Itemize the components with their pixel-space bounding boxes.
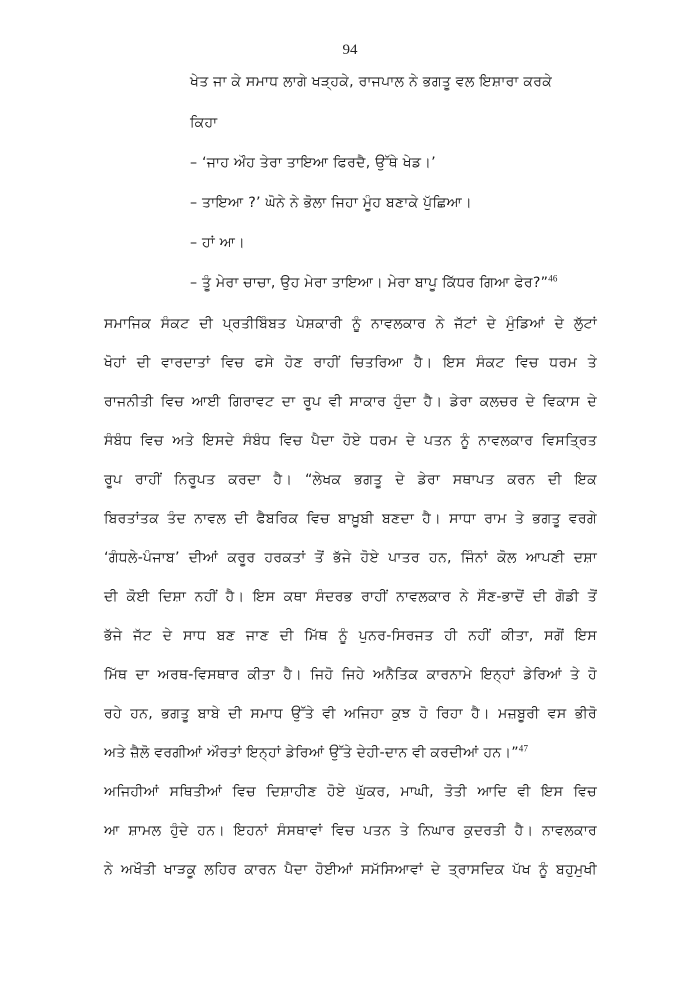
body-line: ਮਿੱਥ ਦਾ ਅਰਥ-ਵਿਸਥਾਰ ਕੀਤਾ ਹੈ। ਜਿਹੋ ਜਿਹੇ ਅਨੈਤਿਕ ਕਾਰਨਾਮੇ ਇਨ੍ਹਾਂ ਡੇਰਿਆਂ ਤੇ ਹੋ [104, 667, 597, 683]
body-line: ਬਿਰਤਾਂਤਕ ਤੰਦ ਨਾਵਲ ਦੀ ਫੈਬਰਿਕ ਵਿਚ ਬਾਖ਼ੂਬੀ ਬਣਦਾ ਹੈ। ਸਾਧਾ ਰਾਮ ਤੇ ਭਗਤੂ ਵਰਗੇ [104, 511, 597, 527]
dialogue-line: – ਤਾਇਆ ?’ ਘੋਨੇ ਨੇ ਭੋਲਾ ਜਿਹਾ ਮੂੰਹ ਬਣਾਕੇ ਪੁੱਛਿਆ। [190, 195, 472, 211]
dialogue-line [190, 273, 558, 293]
body-line: ਰਾਜਨੀਤੀ ਵਿਚ ਆਈ ਗਿਰਾਵਟ ਦਾ ਰੂਪ ਵੀ ਸਾਕਾਰ ਹੁੰਦਾ ਹੈ। ਡੇਰਾ ਕਲਚਰ ਦੇ ਵਿਕਾਸ ਦੇ [104, 394, 597, 410]
body-line: ਸਮਾਜਿਕ ਸੰਕਟ ਦੀ ਪ੍ਰਤੀਬਿੰਬਤ ਪੇਸ਼ਕਾਰੀ ਨੂੰ ਨਾਵਲਕਾਰ ਨੇ ਜੱਟਾਂ ਦੇ ਮੁੰਡਿਆਂ ਦੇ ਲੁੱਟਾਂ [104, 316, 597, 332]
quote-line: ਕਿਹਾ [190, 115, 218, 131]
body-line: ਰੂਪ ਰਾਹੀਂ ਨਿਰੂਪਤ ਕਰਦਾ ਹੈ। “ਲੇਖਕ ਭਗਤੂ ਦੇ ਡੇਰਾ ਸਥਾਪਤ ਕਰਨ ਦੀ ਇਕ [104, 472, 597, 488]
footnote-ref-46: 46 [548, 273, 558, 284]
dialogue-line: – ਹਾਂ ਆ। [190, 235, 246, 251]
body-line: ਖੋਹਾਂ ਦੀ ਵਾਰਦਾਤਾਂ ਵਿਚ ਫਸੇ ਹੋਣ ਰਾਹੀਂ ਚਿਤਰਿਆ ਹੈ। ਇਸ ਸੰਕਟ ਵਿਚ ਧਰਮ ਤੇ [104, 355, 597, 371]
footnote-ref-47: 47 [518, 743, 529, 754]
body-line [104, 743, 597, 763]
body-line: ਸੰਬੰਧ ਵਿਚ ਅਤੇ ਇਸਦੇ ਸੰਬੰਧ ਵਿਚ ਪੈਦਾ ਹੋਏ ਧਰਮ ਦੇ ਪਤਨ ਨੂੰ ਨਾਵਲਕਾਰ ਵਿਸਤ੍ਰਿਤ [104, 433, 597, 449]
body-line: ਅਜਿਹੀਆਂ ਸਥਿਤੀਆਂ ਵਿਚ ਦਿਸ਼ਾਹੀਣ ਹੋਏ ਘੁੱਕਰ, ਮਾਘੀ, ਤੋਤੀ ਆਦਿ ਵੀ ਇਸ ਵਿਚ [104, 784, 597, 800]
quote-line: ਖੇਤ ਜਾ ਕੇ ਸਮਾਧ ਲਾਗੇ ਖੜ੍ਹਕੇ, ਰਾਜਪਾਲ ਨੇ ਭਗਤੂ ਵਲ ਇਸ਼ਾਰਾ ਕਰਕੇ [190, 74, 553, 90]
body-text: ਅਤੇ ਜ਼ੈਲੋ ਵਰਗੀਆਂ ਔਰਤਾਂ ਇਨ੍ਹਾਂ ਡੇਰਿਆਂ ਉੱਤੇ ਦੇਹੀ-ਦਾਨ ਵੀ ਕਰਦੀਆਂ ਹਨ।” [104, 745, 519, 761]
page-number: 94 [342, 42, 358, 58]
dialogue-text: – ਤੂੰ ਮੇਰਾ ਚਾਚਾ, ਉਹ ਮੇਰਾ ਤਾਇਆ। ਮੇਰਾ ਬਾਪੂ ਕਿੱਧਰ ਗਿਆ ਫੇਰ?” [190, 275, 549, 291]
body-line: ‘ਗੰਧਲੇ-ਪੰਜਾਬ’ ਦੀਆਂ ਕਰੂਰ ਹਰਕਤਾਂ ਤੋਂ ਭੱਜੇ ਹੋਏ ਪਾਤਰ ਹਨ, ਜਿੰਨਾਂ ਕੋਲ ਆਪਣੀ ਦਸ਼ਾ [104, 550, 597, 566]
body-line: ਨੇ ਅਖੌਤੀ ਖਾੜਕੂ ਲਹਿਰ ਕਾਰਨ ਪੈਦਾ ਹੋਈਆਂ ਸਮੱਸਿਆਵਾਂ ਦੇ ਤ੍ਰਾਸਦਿਕ ਪੱਖ ਨੂੰ ਬਹੁਮੁਖੀ [104, 862, 597, 878]
body-line: ਭੱਜੇ ਜੱਟ ਦੇ ਸਾਧ ਬਣ ਜਾਣ ਦੀ ਮਿੱਥ ਨੂੰ ਪੁਨਰ-ਸਿਰਜਤ ਹੀ ਨਹੀਂ ਕੀਤਾ, ਸਗੋਂ ਇਸ [104, 628, 597, 644]
dialogue-line: – ‘ਜਾਹ ਔਹ ਤੇਰਾ ਤਾਇਆ ਫਿਰਦੈ, ਉੱਥੇ ਖੇਡ।’ [190, 155, 436, 171]
body-line: ਆ ਸ਼ਾਮਲ ਹੁੰਦੇ ਹਨ। ਇਹਨਾਂ ਸੰਸਥਾਵਾਂ ਵਿਚ ਪਤਨ ਤੇ ਨਿਘਾਰ ਕੁਦਰਤੀ ਹੈ। ਨਾਵਲਕਾਰ [104, 823, 597, 839]
body-line: ਦੀ ਕੋਈ ਦਿਸ਼ਾ ਨਹੀਂ ਹੈ। ਇਸ ਕਥਾ ਸੰਦਰਭ ਰਾਹੀਂ ਨਾਵਲਕਾਰ ਨੇ ਸੌਣ-ਭਾਦੋਂ ਦੀ ਗੋਡੀ ਤੋਂ [104, 589, 597, 605]
body-line: ਰਹੇ ਹਨ, ਭਗਤੂ ਬਾਬੇ ਦੀ ਸਮਾਧ ਉੱਤੇ ਵੀ ਅਜਿਹਾ ਕੁਝ ਹੋ ਰਿਹਾ ਹੈ। ਮਜ਼ਬੂਰੀ ਵਸ ਭੀਰੋ [104, 706, 597, 722]
